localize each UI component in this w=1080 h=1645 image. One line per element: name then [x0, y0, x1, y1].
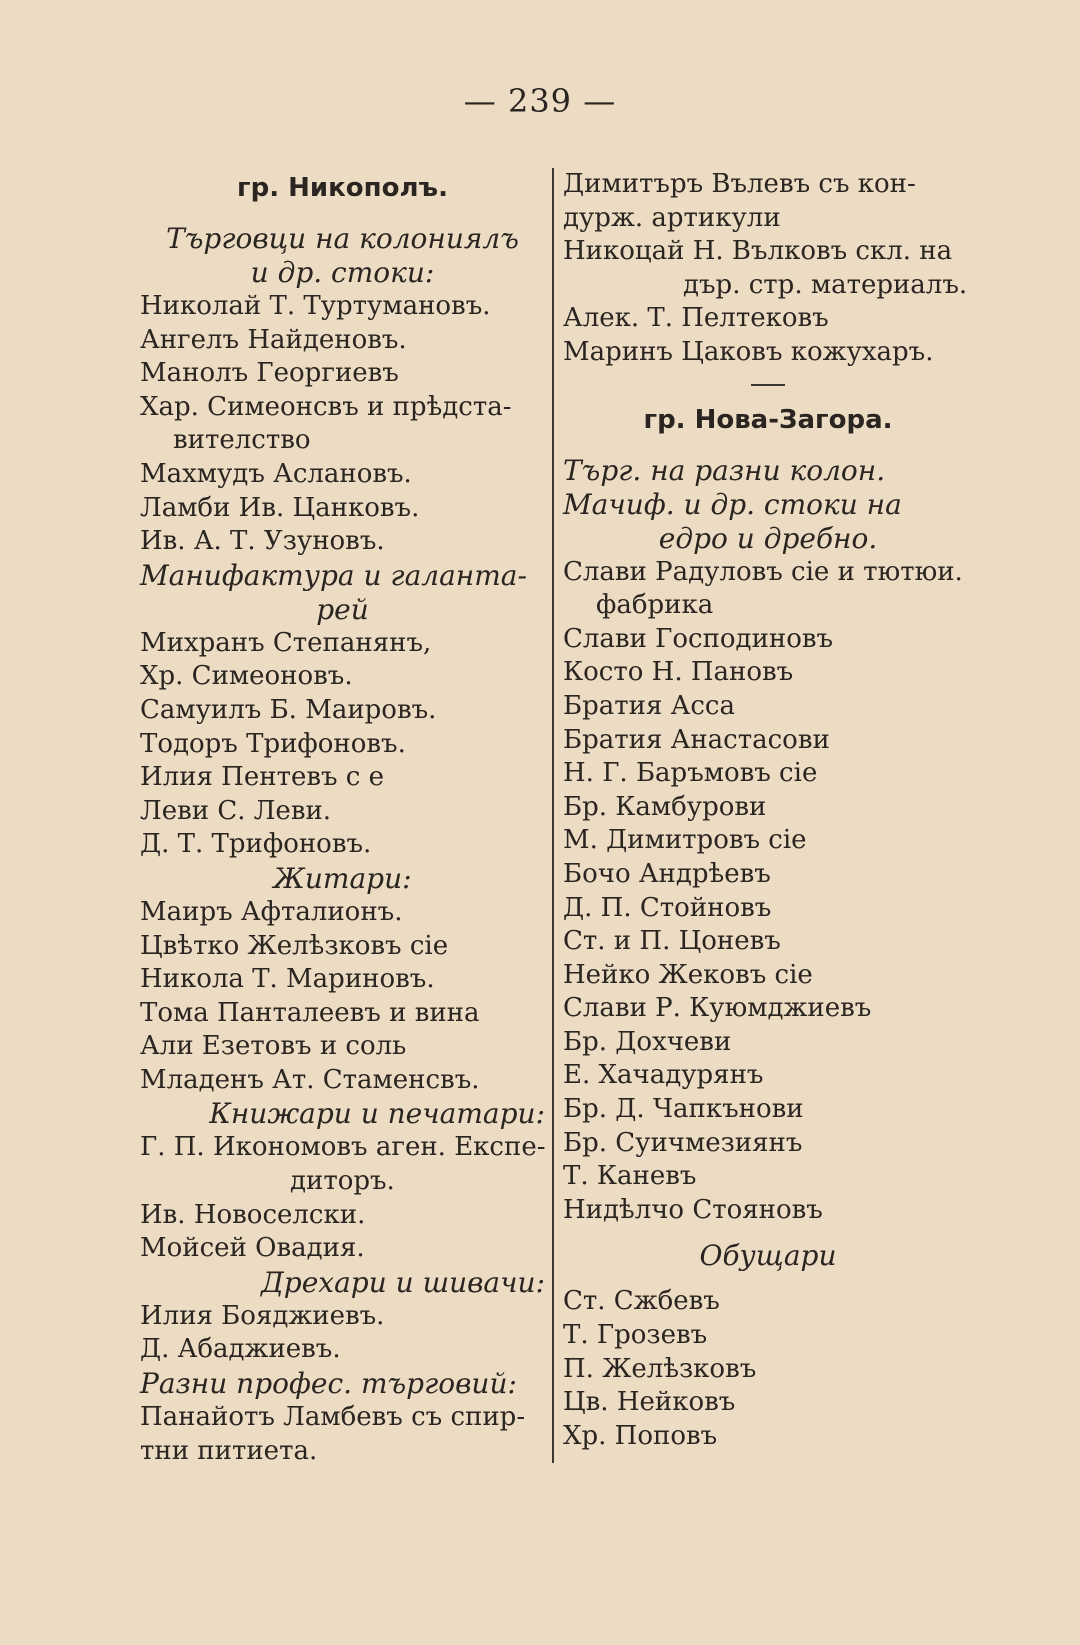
list-item: Маиръ Афталионъ. — [140, 896, 403, 927]
section-heading: рей — [316, 592, 369, 626]
list-item: Никоцай Н. Вълковъ скл. на — [563, 236, 953, 267]
list-item: Маринъ Цаковъ кожухаръ. — [563, 336, 934, 367]
section-rule — [751, 384, 785, 386]
list-item: Хр. Симеоновъ. — [140, 661, 353, 692]
list-item: Н. Г. Баръмовъ сіе — [563, 758, 818, 789]
list-item: Нейко Жековъ сіе — [563, 959, 813, 990]
list-item: Ст. Сжбевъ — [563, 1286, 720, 1317]
list-item: Тодоръ Трифоновъ. — [140, 728, 406, 759]
section-heading: Обущари — [699, 1239, 837, 1273]
list-item: Бр. Суичмезиянъ — [563, 1127, 803, 1158]
list-item: Хр. Поповъ — [563, 1420, 718, 1451]
section-heading: Търговци на колониялъ — [166, 222, 519, 255]
list-item: Алек. Т. Пелтековъ — [563, 303, 829, 334]
right-column — [563, 168, 973, 1453]
list-item: Махмудъ Аслановъ. — [140, 458, 412, 489]
list-item: Младенъ Ат. Стаменсвъ. — [140, 1064, 480, 1095]
list-item: Панайотъ Ламбевъ съ спир- — [140, 1402, 526, 1433]
list-item: Братия Анастасови — [563, 724, 830, 755]
list-item: Илия Пентевъ с е — [140, 762, 385, 793]
list-item: вителство — [173, 425, 311, 456]
list-item: Ст. и П. Цоневъ — [563, 926, 781, 957]
list-item: Цвѣтко Желѣзковъ сіе — [140, 930, 449, 961]
section-heading: Книжари и печатари: — [209, 1097, 545, 1131]
list-item: Т. Грозевъ — [563, 1320, 708, 1351]
list-item: Николай Т. Туртумановъ. — [140, 291, 491, 321]
left-column — [140, 168, 545, 1468]
page-number: — 239 — — [463, 82, 617, 120]
list-item: Леви С. Леви. — [140, 795, 332, 826]
list-item: Ламби Ив. Цанковъ. — [140, 492, 420, 523]
list-item: Бр. Дохчеви — [563, 1026, 732, 1057]
list-item: Нидѣлчо Стояновъ — [563, 1194, 823, 1225]
list-item: Али Езетовъ и соль — [140, 1031, 407, 1062]
town-heading-nikopol: гр. Никополъ. — [237, 173, 448, 203]
list-item: Хар. Симеонсвъ и прѣдста- — [140, 391, 512, 422]
list-item: Е. Хачадурянъ — [563, 1060, 764, 1091]
list-item: Илия Бояджиевъ. — [140, 1300, 385, 1331]
list-item: Слави Господиновъ — [563, 623, 834, 654]
list-item: Манолъ Георгиевъ — [140, 358, 399, 389]
column-divider — [552, 168, 554, 1463]
section-heading: Житари: — [273, 861, 412, 895]
list-item: Д. П. Стойновъ — [563, 892, 772, 923]
list-item: Цв. Нейковъ — [563, 1387, 736, 1418]
section-heading: Дрехари и шивачи: — [261, 1265, 545, 1299]
list-item: Слави Радуловъ сіе и тютюи. — [563, 556, 963, 587]
section-heading: едро и дребно. — [658, 521, 878, 555]
list-item: дурж. артикули — [563, 202, 781, 233]
list-item: Ив. Новоселски. — [140, 1199, 366, 1230]
section-heading: Търг. на разни колон. — [563, 453, 886, 487]
list-item: Т. Каневъ — [563, 1161, 697, 1192]
list-item: М. Димитровъ сіе — [563, 825, 807, 856]
list-item: Тома Панталеевъ и вина — [140, 997, 480, 1028]
section-heading: Разни профес. търговий: — [140, 1367, 517, 1401]
town-heading-nova-zagora: гр. Нова-Загора. — [643, 404, 893, 435]
list-item: Косто Н. Пановъ — [563, 657, 794, 688]
list-item: Михранъ Степанянъ, — [140, 627, 432, 658]
list-item: Д. Абаджиевъ. — [140, 1334, 341, 1365]
list-item: тни питиета. — [140, 1435, 318, 1466]
list-item: Димитъръ Вълевъ съ кон- — [563, 169, 916, 199]
list-item: Ив. А. Т. Узуновъ. — [140, 526, 385, 557]
section-heading: Мачиф. и др. стоки на — [563, 487, 902, 521]
list-item: Слави Р. Куюмджиевъ — [563, 993, 872, 1024]
spacer — [563, 1227, 973, 1239]
list-item: диторъ. — [290, 1166, 395, 1197]
spacer — [563, 1273, 973, 1285]
list-item: Бр. Камбурови — [563, 791, 767, 822]
list-item: П. Желѣзковъ — [563, 1353, 757, 1384]
list-item: Никола Т. Мариновъ. — [140, 964, 435, 995]
list-item: Д. Т. Трифоновъ. — [140, 829, 372, 860]
list-item: Братия Асса — [563, 690, 735, 721]
list-item: Ангелъ Найденовъ. — [140, 324, 407, 355]
list-item: Г. П. Икономовъ аген. Експе- — [140, 1132, 546, 1163]
list-item: Самуилъ Б. Маировъ. — [140, 694, 437, 725]
list-item: дър. стр. материалъ. — [683, 269, 968, 300]
list-item: Бочо Андрѣевъ — [563, 858, 771, 889]
section-heading: Манифактура и галантa- — [140, 558, 527, 592]
list-item: Мойсей Овадия. — [140, 1233, 365, 1264]
list-item: Бр. Д. Чапкънови — [563, 1094, 804, 1125]
list-item: фабрика — [596, 590, 714, 621]
section-heading: и др. стоки: — [250, 256, 435, 289]
